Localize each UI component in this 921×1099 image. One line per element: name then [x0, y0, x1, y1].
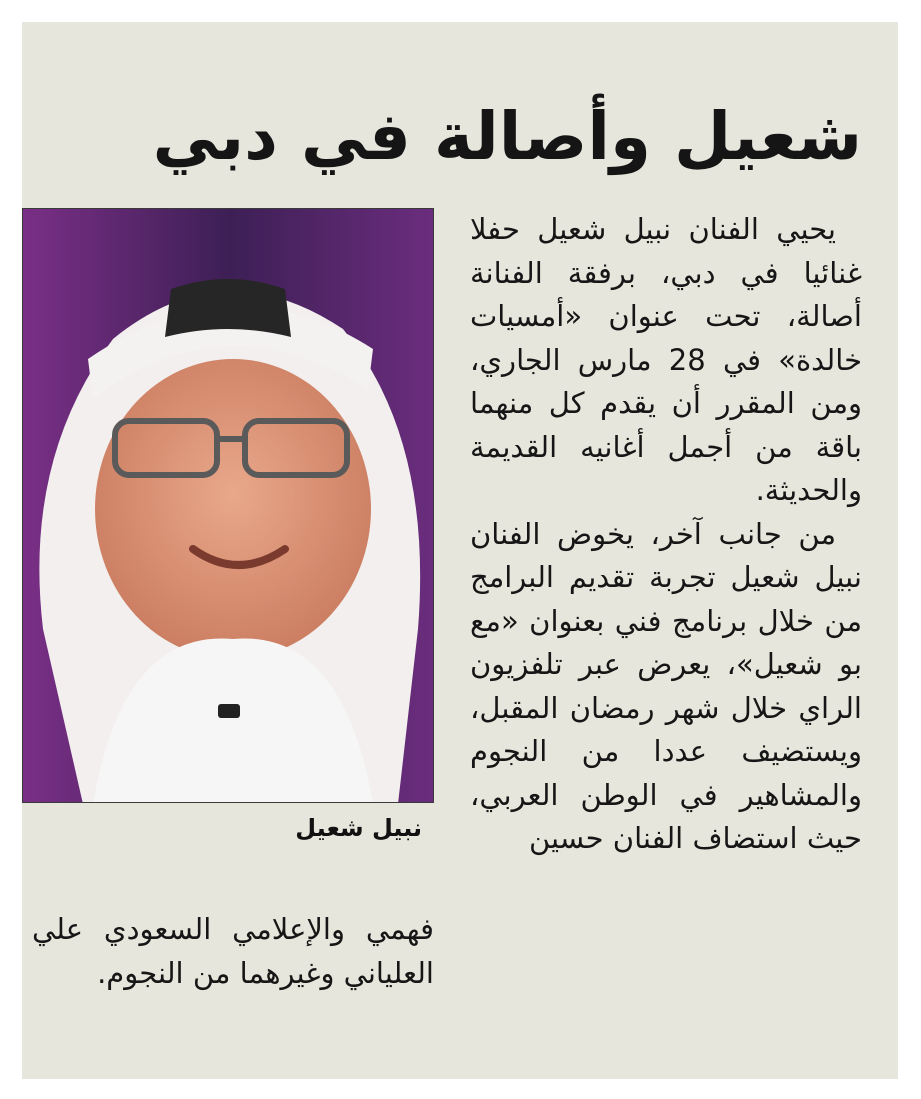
article-continuation-text: فهمي والإعلامي السعودي علي العلياني وغيرهما من النجوم. [32, 912, 434, 990]
newspaper-clipping [22, 22, 898, 1079]
article-paragraph-1: يحيي الفنان نبيل شعيل حفلا غنائيا في دبي، برفقة الفنانة أصالة، تحت عنوان «أمسيات خالدة» في 28 مارس الجاري، ومن المقرر أن يقدم كل منهما باقة من أجمل أغانيه القديمة والحديثة. [470, 212, 862, 507]
article-body-main-column [470, 208, 862, 861]
article-body-continuation [32, 908, 434, 995]
photo-caption: نبيل شعيل [295, 814, 422, 842]
article-headline: شعيل وأصالة في دبي [152, 98, 862, 175]
article-paragraph-2: من جانب آخر، يخوض الفنان نبيل شعيل تجربة تقديم البرامج من خلال برنامج فني بعنوان «مع بو شعيل»، يعرض عبر تلفزيون الراي خلال شهر رمضان المقبل، ويستضيف عددا من النجوم والمشاهير في الوطن العربي، حيث استضاف الفنان حسين [470, 516, 862, 855]
portrait-photo [22, 208, 434, 803]
